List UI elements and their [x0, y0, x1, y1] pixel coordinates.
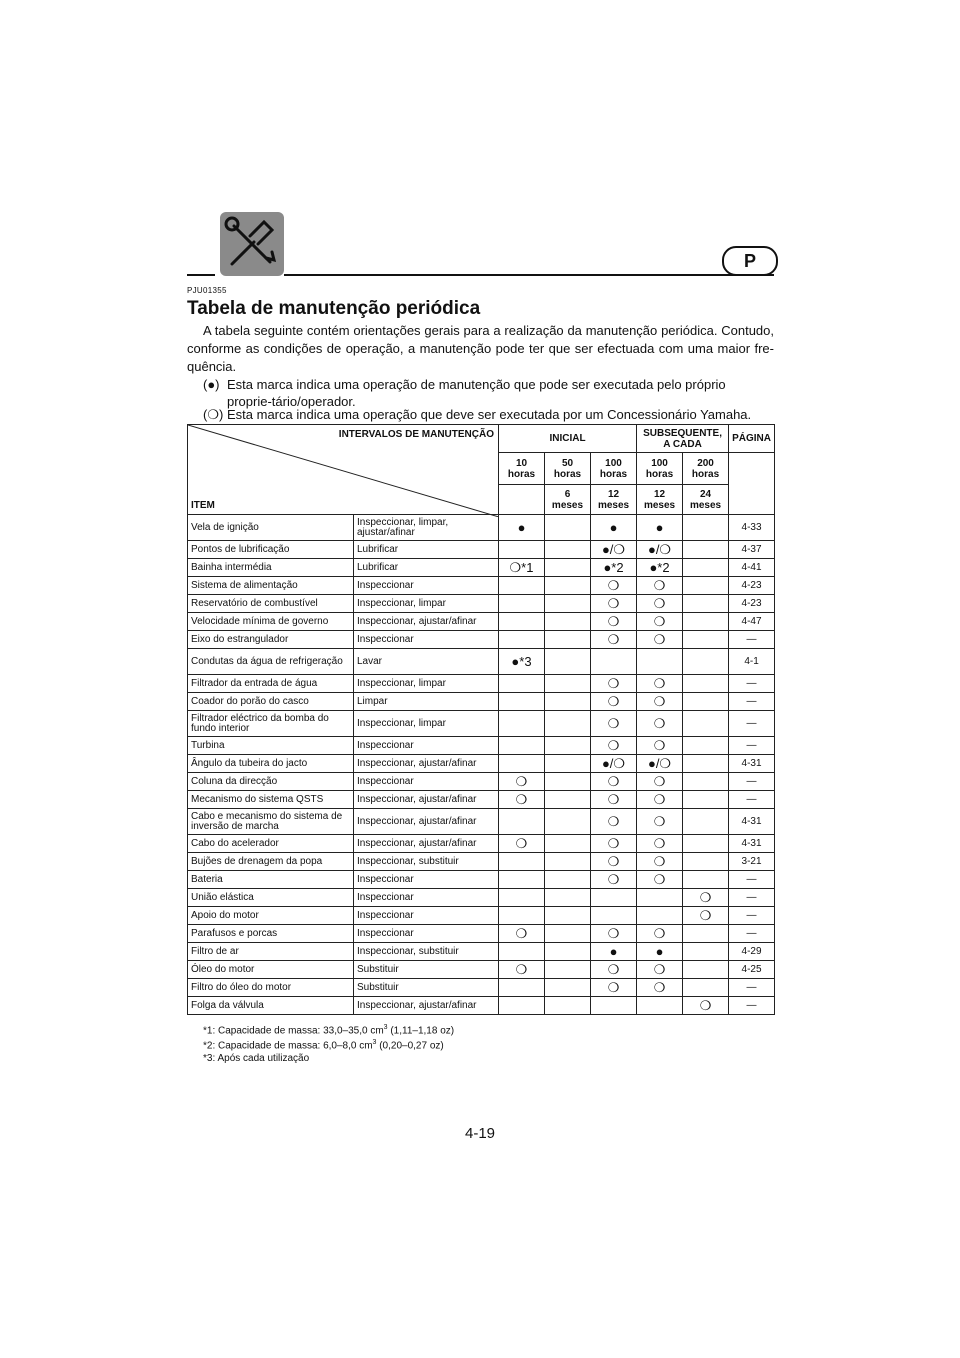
- item-cell: Bainha intermédia: [188, 559, 354, 577]
- interval-mark-cell: ❍: [637, 979, 683, 997]
- interval-mark-cell: [499, 693, 545, 711]
- footnote: *2: Capacidade de massa: 6,0–8,0 $cm^3$ (0,20–0,27 oz): [203, 1039, 444, 1052]
- interval-mark-cell: ●*2: [637, 559, 683, 577]
- interval-mark-cell: [545, 711, 591, 737]
- item-cell: Vela de ignição: [188, 515, 354, 541]
- interval-mark-cell: [499, 541, 545, 559]
- table-row: [188, 809, 775, 835]
- interval-mark-cell: ❍: [637, 853, 683, 871]
- action-cell: Inspeccionar, substituir: [354, 853, 499, 871]
- item-cell: Turbina: [188, 737, 354, 755]
- item-cell: Cabo e mecanismo do sistema de inversão de marcha: [188, 809, 354, 835]
- interval-mark-cell: [683, 541, 729, 559]
- interval-mark-cell: [591, 649, 637, 675]
- item-cell: Filtrador eléctrico da bomba do fundo interior: [188, 711, 354, 737]
- table-row: [188, 835, 775, 853]
- page-ref-cell: 4-31: [729, 809, 775, 835]
- footnote: *3: Após cada utilização: [203, 1052, 310, 1064]
- pagina-blank: [729, 453, 775, 515]
- page-ref-cell: —: [729, 907, 775, 925]
- interval-mark-cell: [637, 649, 683, 675]
- table-row: [188, 907, 775, 925]
- interval-mark-cell: [637, 997, 683, 1015]
- action-cell: Inspeccionar, limpar: [354, 675, 499, 693]
- interval-mark-cell: ❍: [683, 997, 729, 1015]
- interval-mark-cell: [499, 943, 545, 961]
- interval-mark-cell: ●*3: [499, 649, 545, 675]
- interval-mark-cell: ❍: [637, 871, 683, 889]
- item-cell: Filtro do óleo do motor: [188, 979, 354, 997]
- item-cell: Cabo do acelerador: [188, 835, 354, 853]
- interval-mark-cell: [683, 853, 729, 871]
- table-row: [188, 631, 775, 649]
- item-cell: Coluna da direcção: [188, 773, 354, 791]
- interval-mark-cell: [545, 871, 591, 889]
- item-cell: Filtro de ar: [188, 943, 354, 961]
- interval-mark-cell: ❍: [499, 925, 545, 943]
- interval-mark-cell: [591, 889, 637, 907]
- item-cell: Filtrador da entrada de água: [188, 675, 354, 693]
- interval-mark-cell: [637, 907, 683, 925]
- interval-mark-cell: [683, 577, 729, 595]
- interval-mark-cell: [545, 595, 591, 613]
- table-row: [188, 613, 775, 631]
- interval-mark-cell: ❍: [591, 577, 637, 595]
- months-header: 12 meses: [591, 485, 637, 515]
- interval-mark-cell: [499, 737, 545, 755]
- interval-mark-cell: ❍: [591, 925, 637, 943]
- item-cell: Pontos de lubrificação: [188, 541, 354, 559]
- action-cell: Inspeccionar, limpar: [354, 711, 499, 737]
- table-row: [188, 997, 775, 1015]
- action-cell: Inspeccionar, ajustar/afinar: [354, 809, 499, 835]
- interval-mark-cell: ❍*1: [499, 559, 545, 577]
- action-cell: Inspeccionar: [354, 773, 499, 791]
- open-circle-icon: (❍): [203, 407, 224, 422]
- page-ref-cell: —: [729, 773, 775, 791]
- months-header: 12 meses: [637, 485, 683, 515]
- page-ref-cell: 4-41: [729, 559, 775, 577]
- page-ref-cell: 4-25: [729, 961, 775, 979]
- interval-mark-cell: [545, 693, 591, 711]
- item-cell: Condutas da água de refrigeração: [188, 649, 354, 675]
- interval-mark-cell: [545, 961, 591, 979]
- page-ref-cell: —: [729, 631, 775, 649]
- interval-mark-cell: [545, 853, 591, 871]
- interval-mark-cell: ●/❍: [637, 541, 683, 559]
- interval-mark-cell: [683, 809, 729, 835]
- interval-mark-cell: [683, 871, 729, 889]
- page-ref-cell: —: [729, 675, 775, 693]
- interval-mark-cell: [499, 711, 545, 737]
- interval-mark-cell: [545, 559, 591, 577]
- interval-mark-cell: ❍: [637, 773, 683, 791]
- action-cell: Lavar: [354, 649, 499, 675]
- interval-mark-cell: [545, 925, 591, 943]
- interval-mark-cell: [591, 997, 637, 1015]
- item-cell: Velocidade mínima de governo: [188, 613, 354, 631]
- solid-dot-icon: (●): [203, 377, 220, 392]
- action-cell: Inspeccionar: [354, 889, 499, 907]
- table-row: [188, 559, 775, 577]
- interval-mark-cell: ❍: [499, 773, 545, 791]
- legend-open-mark: [203, 406, 774, 423]
- interval-mark-cell: ❍: [591, 631, 637, 649]
- interval-mark-cell: [545, 809, 591, 835]
- interval-mark-cell: [545, 737, 591, 755]
- interval-mark-cell: ❍: [591, 693, 637, 711]
- action-cell: Inspeccionar: [354, 907, 499, 925]
- item-cell: Sistema de alimentação: [188, 577, 354, 595]
- page-ref-cell: 4-33: [729, 515, 775, 541]
- interval-mark-cell: [545, 907, 591, 925]
- action-cell: Lubrificar: [354, 559, 499, 577]
- header-rule-right: [284, 274, 774, 276]
- months-header: 24 meses: [683, 485, 729, 515]
- interval-mark-cell: ❍: [637, 791, 683, 809]
- interval-mark-cell: [499, 809, 545, 835]
- interval-mark-cell: ❍: [683, 889, 729, 907]
- table-row: [188, 675, 775, 693]
- interval-mark-cell: ❍: [637, 961, 683, 979]
- item-cell: União elástica: [188, 889, 354, 907]
- months-header: [499, 485, 545, 515]
- page-ref-cell: —: [729, 711, 775, 737]
- item-cell: Óleo do motor: [188, 961, 354, 979]
- item-cell: Folga da válvula: [188, 997, 354, 1015]
- interval-mark-cell: [545, 791, 591, 809]
- interval-mark-cell: ❍: [637, 631, 683, 649]
- interval-mark-cell: [499, 889, 545, 907]
- page-ref-cell: —: [729, 889, 775, 907]
- table-row: [188, 577, 775, 595]
- legend-open-text: Esta marca indica uma operação que deve ser executada por um Concessionário Yamaha.: [227, 407, 752, 422]
- interval-mark-cell: [545, 773, 591, 791]
- interval-mark-cell: [683, 773, 729, 791]
- table-row: [188, 649, 775, 675]
- interval-mark-cell: ❍: [591, 791, 637, 809]
- interval-mark-cell: ❍: [637, 595, 683, 613]
- hours-header: 10 horas: [499, 453, 545, 485]
- table-row: [188, 693, 775, 711]
- interval-mark-cell: ❍: [637, 737, 683, 755]
- legend-solid-mark: [203, 376, 774, 410]
- item-cell: Eixo do estrangulador: [188, 631, 354, 649]
- interval-mark-cell: ❍: [637, 809, 683, 835]
- action-cell: Inspeccionar, ajustar/afinar: [354, 755, 499, 773]
- interval-mark-cell: ❍: [637, 577, 683, 595]
- doc-code: PJU01355: [187, 286, 227, 295]
- table-row: [188, 961, 775, 979]
- interval-mark-cell: [499, 613, 545, 631]
- action-cell: Substituir: [354, 961, 499, 979]
- footnotes: [203, 1022, 454, 1065]
- action-cell: Substituir: [354, 979, 499, 997]
- page-ref-cell: 4-31: [729, 835, 775, 853]
- table-corner-header: [188, 425, 499, 515]
- interval-mark-cell: ❍: [637, 693, 683, 711]
- item-cell: Coador do porão do casco: [188, 693, 354, 711]
- table-row: [188, 925, 775, 943]
- page-ref-cell: 4-23: [729, 577, 775, 595]
- interval-mark-cell: [591, 907, 637, 925]
- interval-mark-cell: [499, 979, 545, 997]
- interval-mark-cell: [683, 515, 729, 541]
- page-ref-cell: 4-47: [729, 613, 775, 631]
- item-header: ITEM: [191, 500, 215, 511]
- action-cell: Inspeccionar, ajustar/afinar: [354, 997, 499, 1015]
- interval-mark-cell: [499, 907, 545, 925]
- interval-mark-cell: ❍: [499, 835, 545, 853]
- interval-mark-cell: ●: [591, 943, 637, 961]
- interval-mark-cell: ❍: [637, 835, 683, 853]
- item-cell: Bateria: [188, 871, 354, 889]
- page-ref-cell: 4-29: [729, 943, 775, 961]
- group-subsequente: SUBSEQUENTE, A CADA: [637, 425, 729, 453]
- interval-mark-cell: [683, 835, 729, 853]
- page-ref-cell: —: [729, 693, 775, 711]
- interval-mark-cell: ❍: [591, 979, 637, 997]
- item-cell: Parafusos e porcas: [188, 925, 354, 943]
- table-row: [188, 773, 775, 791]
- interval-mark-cell: ❍: [637, 613, 683, 631]
- interval-mark-cell: [683, 961, 729, 979]
- interval-mark-cell: ●/❍: [637, 755, 683, 773]
- page-ref-cell: 4-37: [729, 541, 775, 559]
- interval-mark-cell: ❍: [591, 809, 637, 835]
- action-cell: Limpar: [354, 693, 499, 711]
- table-body: [188, 515, 775, 1015]
- table-row: [188, 541, 775, 559]
- table-row: [188, 755, 775, 773]
- interval-mark-cell: ❍: [591, 595, 637, 613]
- page-ref-cell: —: [729, 925, 775, 943]
- interval-mark-cell: ❍: [637, 711, 683, 737]
- interval-mark-cell: ●/❍: [591, 755, 637, 773]
- interval-mark-cell: [499, 675, 545, 693]
- item-cell: Mecanismo do sistema QSTS: [188, 791, 354, 809]
- interval-mark-cell: ❍: [499, 791, 545, 809]
- interval-mark-cell: [545, 755, 591, 773]
- interval-mark-cell: ❍: [591, 871, 637, 889]
- table-row: [188, 979, 775, 997]
- interval-mark-cell: [683, 943, 729, 961]
- interval-mark-cell: ●: [637, 943, 683, 961]
- interval-mark-cell: ●: [499, 515, 545, 541]
- hours-header: 50 horas: [545, 453, 591, 485]
- interval-mark-cell: [683, 791, 729, 809]
- table-row: [188, 943, 775, 961]
- item-cell: Ângulo da tubeira do jacto: [188, 755, 354, 773]
- interval-mark-cell: [683, 737, 729, 755]
- action-cell: Inspeccionar, limpar, ajustar/afinar: [354, 515, 499, 541]
- interval-mark-cell: [499, 577, 545, 595]
- item-cell: Bujões de drenagem da popa: [188, 853, 354, 871]
- interval-mark-cell: [545, 541, 591, 559]
- interval-mark-cell: [683, 755, 729, 773]
- interval-mark-cell: [545, 631, 591, 649]
- action-cell: Inspeccionar: [354, 631, 499, 649]
- interval-mark-cell: [545, 577, 591, 595]
- tools-icon: [220, 212, 284, 276]
- table-row: [188, 791, 775, 809]
- language-badge: P: [722, 246, 778, 276]
- table-row: [188, 871, 775, 889]
- page-ref-cell: —: [729, 871, 775, 889]
- interval-mark-cell: [499, 631, 545, 649]
- legend-solid-text: Esta marca indica uma operação de manutenção que pode ser executada pelo próprio proprie-tário/operador.: [227, 377, 726, 409]
- interval-mark-cell: [499, 997, 545, 1015]
- action-cell: Inspeccionar, ajustar/afinar: [354, 613, 499, 631]
- page-ref-cell: 4-1: [729, 649, 775, 675]
- page-ref-cell: 4-23: [729, 595, 775, 613]
- interval-mark-cell: ❍: [591, 773, 637, 791]
- action-cell: Inspeccionar: [354, 925, 499, 943]
- table-row: [188, 515, 775, 541]
- hours-header: 200 horas: [683, 453, 729, 485]
- interval-mark-cell: ❍: [499, 961, 545, 979]
- interval-mark-cell: [683, 631, 729, 649]
- action-cell: Inspeccionar: [354, 871, 499, 889]
- interval-mark-cell: ❍: [591, 675, 637, 693]
- interval-mark-cell: [545, 613, 591, 631]
- table-row: [188, 595, 775, 613]
- interval-mark-cell: [683, 925, 729, 943]
- interval-mark-cell: [683, 613, 729, 631]
- interval-mark-cell: ●: [637, 515, 683, 541]
- action-cell: Inspeccionar: [354, 577, 499, 595]
- interval-mark-cell: [545, 943, 591, 961]
- action-cell: Inspeccionar, limpar: [354, 595, 499, 613]
- interval-mark-cell: [545, 835, 591, 853]
- interval-mark-cell: [683, 595, 729, 613]
- interval-mark-cell: ❍: [591, 613, 637, 631]
- item-cell: Apoio do motor: [188, 907, 354, 925]
- interval-mark-cell: ❍: [591, 853, 637, 871]
- page-number: 4-19: [464, 1125, 496, 1142]
- interval-mark-cell: [545, 979, 591, 997]
- interval-mark-cell: [683, 979, 729, 997]
- action-cell: Lubrificar: [354, 541, 499, 559]
- header-rule-left: [187, 274, 215, 276]
- intro-paragraph: A tabela seguinte contém orientações gerais para a realização da manutenção periódica. Contudo, conforme as condições de operação, a manutenção pode ter que ser efectuada com uma maior fre-quência.: [187, 323, 774, 374]
- interval-mark-cell: ❍: [591, 711, 637, 737]
- footnote: *1: Capacidade de massa: 33,0–35,0 $cm^3$ (1,11–1,18 oz): [203, 1024, 455, 1037]
- page-ref-cell: —: [729, 791, 775, 809]
- action-cell: Inspeccionar, ajustar/afinar: [354, 791, 499, 809]
- interval-mark-cell: [499, 871, 545, 889]
- group-inicial: INICIAL: [499, 425, 637, 453]
- hours-header: 100 horas: [591, 453, 637, 485]
- action-cell: Inspeccionar, ajustar/afinar: [354, 835, 499, 853]
- interval-mark-cell: [545, 997, 591, 1015]
- page-ref-cell: 4-31: [729, 755, 775, 773]
- page-ref-cell: 3-21: [729, 853, 775, 871]
- interval-mark-cell: ●/❍: [591, 541, 637, 559]
- interval-mark-cell: [545, 675, 591, 693]
- table-row: [188, 853, 775, 871]
- maintenance-table: [187, 424, 775, 1015]
- interval-mark-cell: [683, 675, 729, 693]
- interval-mark-cell: [545, 889, 591, 907]
- table-row: [188, 711, 775, 737]
- interval-mark-cell: [499, 595, 545, 613]
- table-row: [188, 737, 775, 755]
- page-ref-cell: —: [729, 997, 775, 1015]
- interval-mark-cell: ❍: [591, 961, 637, 979]
- interval-mark-cell: ❍: [591, 835, 637, 853]
- interval-mark-cell: ❍: [637, 925, 683, 943]
- item-cell: Reservatório de combustível: [188, 595, 354, 613]
- interval-mark-cell: [683, 693, 729, 711]
- page-title: Tabela de manutenção periódica: [187, 298, 481, 319]
- interval-mark-cell: [683, 649, 729, 675]
- interval-mark-cell: [683, 711, 729, 737]
- interval-mark-cell: ❍: [683, 907, 729, 925]
- interval-mark-cell: [683, 559, 729, 577]
- interval-mark-cell: ●*2: [591, 559, 637, 577]
- interval-mark-cell: [545, 649, 591, 675]
- page-ref-cell: —: [729, 737, 775, 755]
- interval-mark-cell: [499, 853, 545, 871]
- table-row: [188, 889, 775, 907]
- action-cell: Inspeccionar, substituir: [354, 943, 499, 961]
- interval-mark-cell: ❍: [637, 675, 683, 693]
- interval-mark-cell: ●: [591, 515, 637, 541]
- group-pagina: PÁGINA: [729, 425, 775, 453]
- page-ref-cell: —: [729, 979, 775, 997]
- intervals-header: INTERVALOS DE MANUTENÇÃO: [338, 429, 494, 440]
- hours-header: 100 horas: [637, 453, 683, 485]
- interval-mark-cell: [545, 515, 591, 541]
- action-cell: Inspeccionar: [354, 737, 499, 755]
- months-header: 6 meses: [545, 485, 591, 515]
- interval-mark-cell: [637, 889, 683, 907]
- interval-mark-cell: ❍: [591, 737, 637, 755]
- interval-mark-cell: [499, 755, 545, 773]
